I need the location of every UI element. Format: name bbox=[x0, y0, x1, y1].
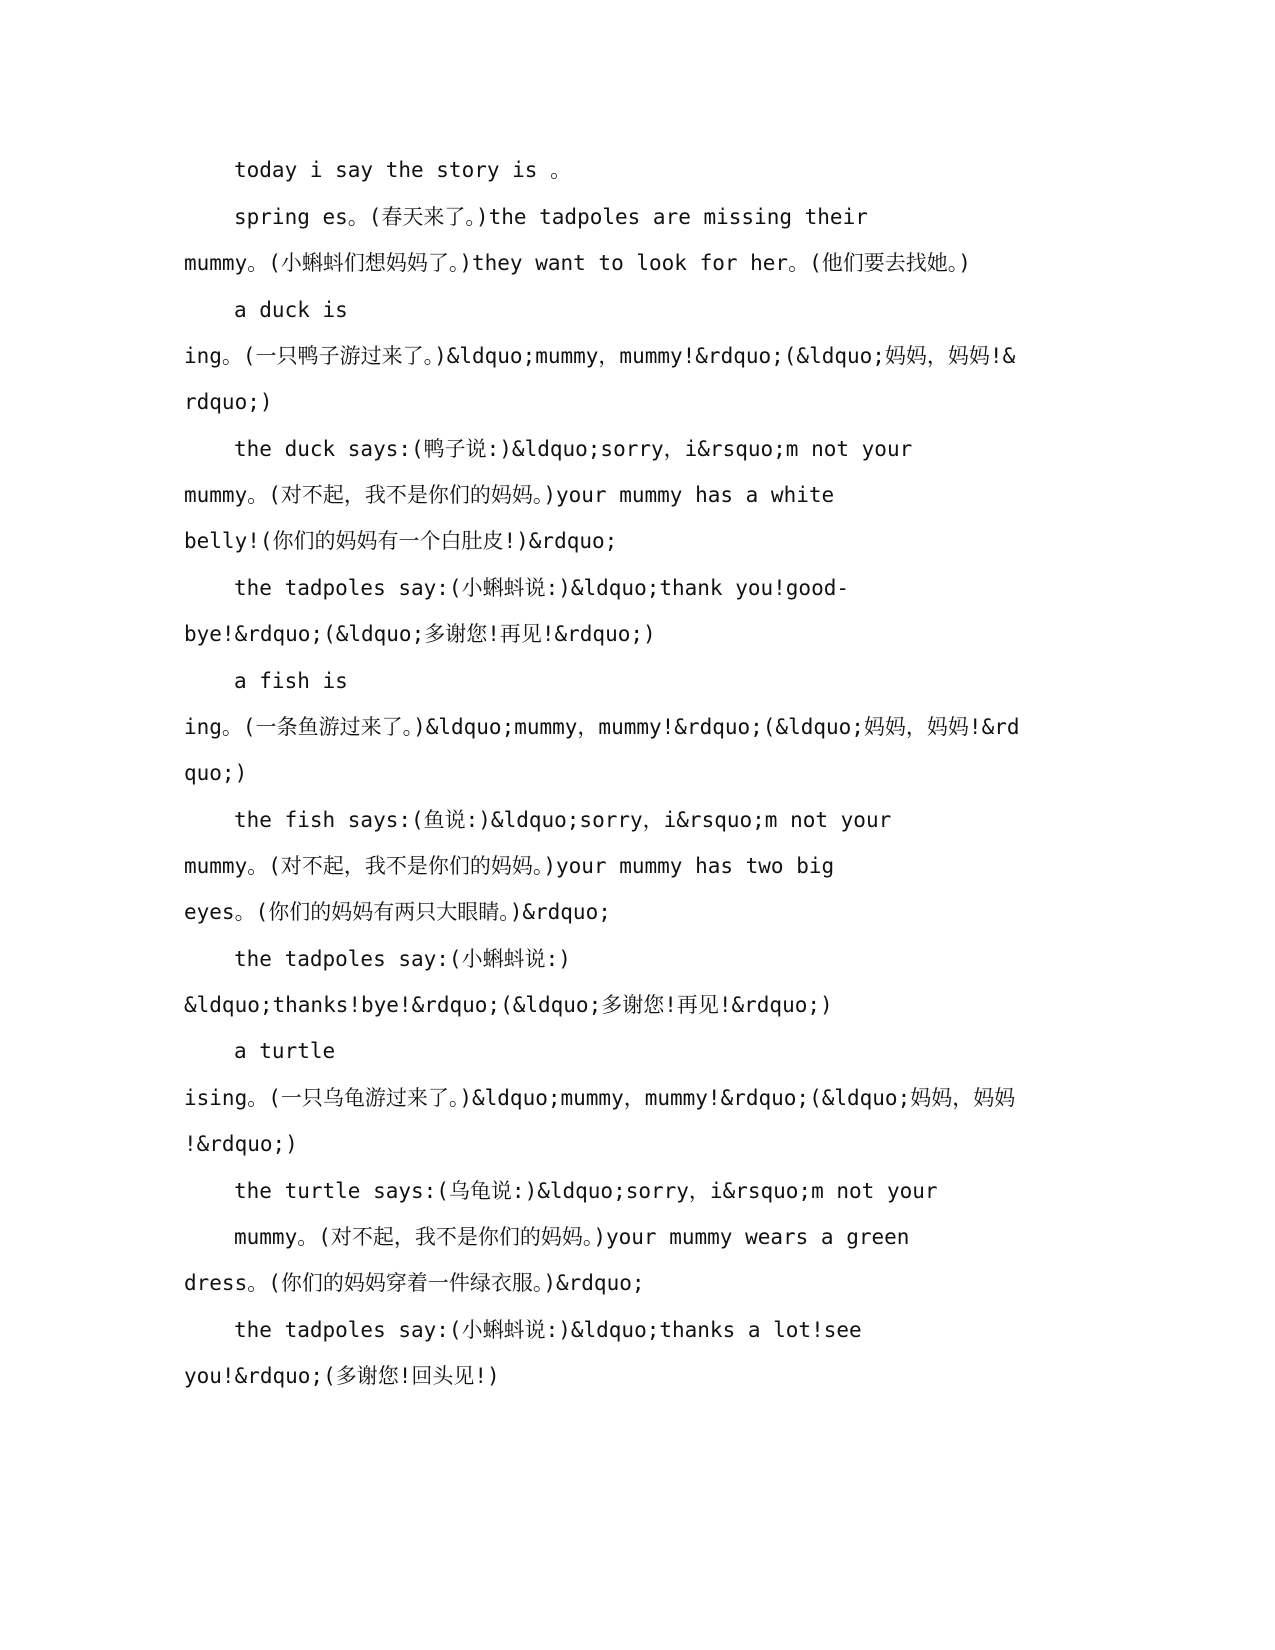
text-line: the fish says:(鱼说:)&ldquo;sorry，i&rsquo;m not your bbox=[234, 808, 892, 832]
text-line: the turtle says:(乌龟说:)&ldquo;sorry，i&rsquo;m not your bbox=[234, 1179, 938, 1203]
text-line: the duck says:(鸭子说:)&ldquo;sorry，i&rsquo;m not your bbox=[234, 437, 913, 461]
text-line: spring es。(春天来了。)the tadpoles are missing their bbox=[234, 205, 868, 229]
text-line: you!&rdquo;(多谢您!回头见!) bbox=[184, 1364, 500, 1388]
text-line: mummy。(对不起，我不是你们的妈妈。)your mummy has a white bbox=[184, 483, 835, 507]
text-line: ising。(一只乌龟游过来了。)&ldquo;mummy，mummy!&rdquo;(&ldquo;妈妈，妈妈 bbox=[184, 1086, 1016, 1110]
text-line: a turtle bbox=[234, 1039, 336, 1063]
text-line: belly!(你们的妈妈有一个白肚皮!)&rdquo; bbox=[184, 529, 618, 553]
text-line: mummy。(对不起，我不是你们的妈妈。)your mummy has two big bbox=[184, 854, 835, 878]
text-line: the tadpoles say:(小蝌蚪说:)&ldquo;thank you!good- bbox=[234, 576, 850, 600]
text-line: mummy。(小蝌蚪们想妈妈了。)they want to look for her。(他们要去找她。) bbox=[184, 251, 971, 275]
text-line: mummy。(对不起，我不是你们的妈妈。)your mummy wears a green bbox=[234, 1225, 910, 1249]
text-line: dress。(你们的妈妈穿着一件绿衣服。)&rdquo; bbox=[184, 1271, 645, 1295]
text-line: today i say the story is 。 bbox=[234, 158, 572, 182]
text-line: quo;) bbox=[184, 761, 248, 785]
text-line: !&rdquo;) bbox=[184, 1132, 298, 1156]
text-line: bye!&rdquo;(&ldquo;多谢您!再见!&rdquo;) bbox=[184, 622, 656, 646]
text-line: the tadpoles say:(小蝌蚪说:) bbox=[234, 947, 571, 971]
text-line: the tadpoles say:(小蝌蚪说:)&ldquo;thanks a lot!see bbox=[234, 1318, 862, 1342]
text-line: a fish is bbox=[234, 669, 348, 693]
text-line: &ldquo;thanks!bye!&rdquo;(&ldquo;多谢您!再见!&rdquo;) bbox=[184, 993, 833, 1017]
text-line: a duck is bbox=[234, 298, 348, 322]
text-line: rdquo;) bbox=[184, 390, 273, 414]
text-line: ing。(一只鸭子游过来了。)&ldquo;mummy，mummy!&rdquo;(&ldquo;妈妈，妈妈!& bbox=[184, 344, 1016, 368]
text-line: ing。(一条鱼游过来了。)&ldquo;mummy，mummy!&rdquo;(&ldquo;妈妈，妈妈!&rd bbox=[184, 715, 1020, 739]
text-line: eyes。(你们的妈妈有两只大眼睛。)&rdquo; bbox=[184, 900, 611, 924]
